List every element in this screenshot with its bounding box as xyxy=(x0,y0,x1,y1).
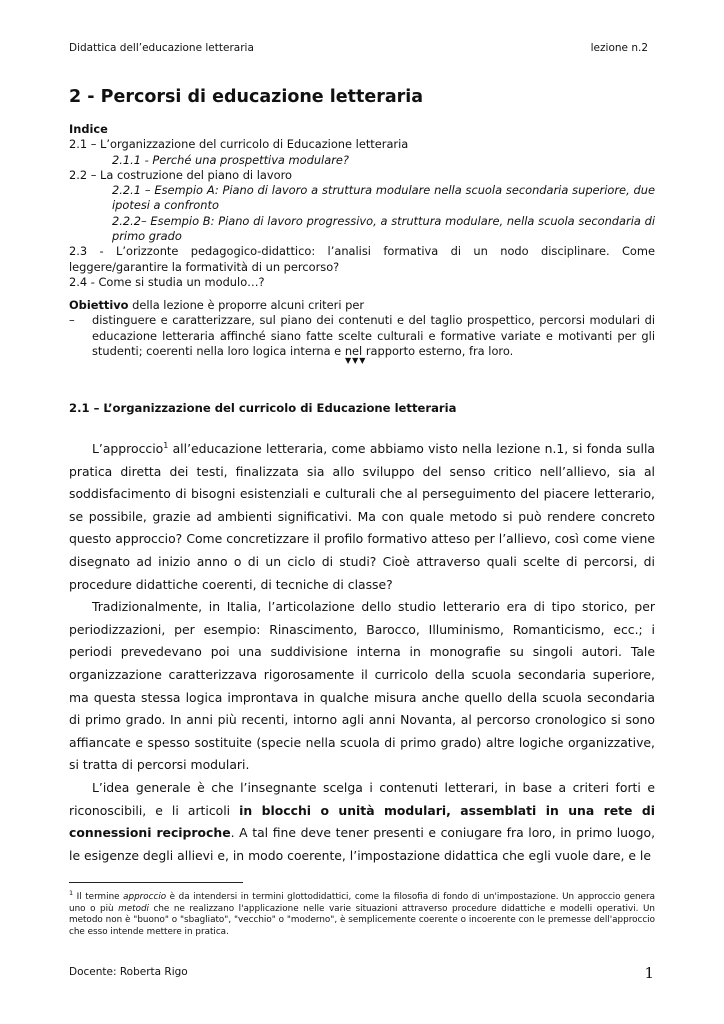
list-dash: – xyxy=(69,313,75,328)
section-separator-icon: ▼▼▼ xyxy=(345,356,367,365)
footnote-text: è da intendersi in termini glottodidattici, come la filosofia di fondo di un'impostazione. Un approccio genera uno o più xyxy=(69,891,655,914)
page-number: 1 xyxy=(644,964,654,982)
toc-entry: 2.4 - Come si studia un modulo…? xyxy=(69,274,265,289)
header-lesson-number: lezione n.2 xyxy=(590,42,648,54)
toc-entry: 2.3 - L’orizzonte pedagogico-didattico: l’analisi formativa di un nodo disciplinare. Come leggere/garantire la formatività di un percorso? xyxy=(69,244,655,274)
toc-subentry: 2.1.1 - Perché una prospettiva modulare? xyxy=(112,152,349,167)
toc-subentry: 2.2.1 – Esempio A: Piano di lavoro a struttura modulare nella scuola secondaria superiore, due ipotesi a confronto xyxy=(112,183,655,213)
paragraph-text: . A tal fine deve tener presenti e coniugare fra loro, in primo luogo, le esigenze degli allievi e, in modo coerente, l’impostazione didattica che egli vuole dare, e le xyxy=(69,825,656,863)
body-text xyxy=(69,438,655,867)
footnote-ref[interactable]: 1 xyxy=(163,440,169,450)
footnote-divider xyxy=(69,882,243,883)
objective-list-item xyxy=(69,313,655,359)
paragraph: Tradizionalmente, in Italia, l’articolazione dello studio letterario era di tipo storico, per periodizzazioni, per esempio: Rinascimento, Barocco, Illuminismo, Romanticismo, ecc.; i periodi prevedevano poi una suddivisione interna in monografie su singoli autori. Tale organizzazione caratterizzava rigorosamente il curricolo della scuola secondaria superiore, ma questa stessa logica improntava in qualche misura anche quello della scuola secondaria di primo grado. In anni più recenti, intorno agli anni Novanta, al percorso cronologico si sono affiancate e spesso sostituite (specie nella scuola di primo grado) altre logiche organizzative, si tratta di percorsi modulari. xyxy=(69,599,655,773)
footnote-italic: approccio xyxy=(123,891,167,902)
footnote-text: che ne realizzano l'applicazione nelle varie situazioni attraverso procedure didattiche e modelli operativi. Un metodo non è "buono" o "sbagliato", "vecchio" o "moderno", è semplicemente coerente o incoerente con le premesse dell'approccio che esso intende mettere in pratica. xyxy=(69,903,655,937)
paragraph xyxy=(69,777,655,867)
toc-entry: 2.2 – La costruzione del piano di lavoro xyxy=(69,167,292,182)
header-course-title: Didattica dell’educazione letteraria xyxy=(69,42,254,54)
toc-entry: 2.1 – L’organizzazione del curricolo di Educazione letteraria xyxy=(69,137,409,152)
paragraph-text: all’educazione letteraria, come abbiamo visto nella lezione n.1, si fonda sulla pratica diretta dei testi, finalizzata sia allo sviluppo del senso critico nell’allievo, sia al soddisfacimento di bisogni esistenziali e culturali che al perseguimento del piacere letterario, se possibile, grazie ad ambienti significativi. Ma con quale metodo si può rendere concreto questo approccio? Come concretizzare il profilo formativo atteso per l’allievo, così come viene disegnato ad inizio anno o di un ciclo di studi? Cioè attraverso quali scelte di percorsi, di procedure didattiche coerenti, di tecniche di classe? xyxy=(69,441,655,592)
objective-label: Obiettivo xyxy=(69,298,129,312)
objective-intro xyxy=(69,298,655,313)
toc-heading: Indice xyxy=(69,122,108,136)
paragraph xyxy=(69,438,655,596)
objective-block xyxy=(69,298,655,359)
footnote xyxy=(69,888,655,938)
paragraph-text: L’idea generale è che l’insegnante scelga i contenuti letterari, in base a criteri forti e riconoscibili, e li articoli xyxy=(69,779,655,818)
table-of-contents xyxy=(69,122,655,290)
objective-item-text: distinguere e caratterizzare, sul piano dei contenuti e del taglio prospettico, percorsi modulari di educazione letteraria affinché siano fatte scelte culturali e formative variate e motivanti per gli studenti; coerenti nella loro logica interna e nel rapporto esterno, fra loro. xyxy=(92,313,655,358)
footnote-text: Il termine xyxy=(73,891,124,902)
bold-text: in blocchi o unità modulari, assemblati in una rete di connessioni reciproche xyxy=(69,802,656,841)
toc-subentry: 2.2.2– Esempio B: Piano di lavoro progressivo, a struttura modulare, nella scuola secondaria di primo grado xyxy=(112,213,655,244)
footnote-number: 1 xyxy=(69,889,74,897)
footer-author: Docente: Roberta Rigo xyxy=(69,966,188,978)
objective-text: della lezione è proporre alcuni criteri per xyxy=(128,298,365,312)
lesson-title: 2 - Percorsi di educazione letteraria xyxy=(69,87,424,107)
paragraph-text: L’approccio xyxy=(92,441,164,456)
running-header xyxy=(69,42,648,54)
footnote-italic: metodi xyxy=(118,903,149,914)
section-heading: 2.1 – L’organizzazione del curricolo di Educazione letteraria xyxy=(69,401,457,415)
